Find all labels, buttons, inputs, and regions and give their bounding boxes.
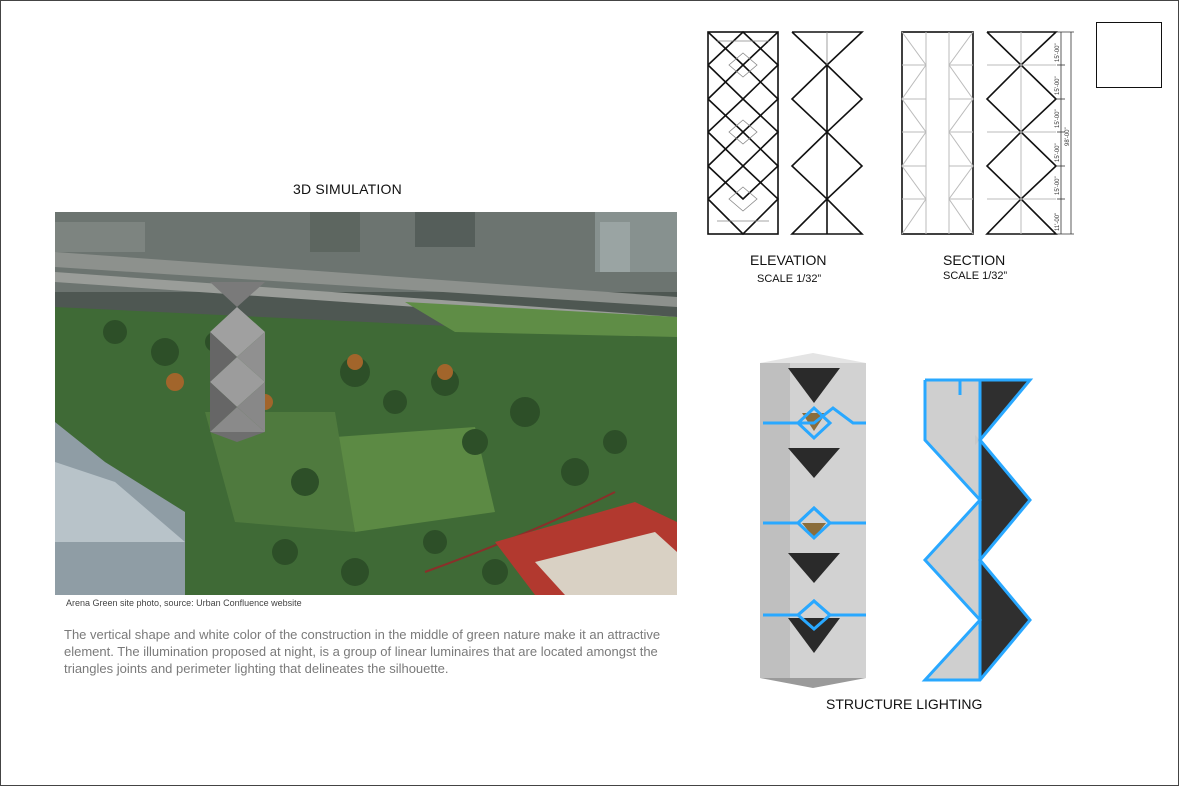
dim-label: 15'-00" bbox=[1055, 176, 1061, 195]
lighting-title: STRUCTURE LIGHTING bbox=[826, 696, 983, 712]
site-photo bbox=[55, 212, 677, 595]
elevation-scale: SCALE 1/32” bbox=[757, 273, 822, 285]
dim-label: 15'-00" bbox=[1055, 109, 1061, 128]
section-drawing bbox=[901, 31, 1076, 236]
title-block-box bbox=[1096, 22, 1162, 88]
simulation-title: 3D SIMULATION bbox=[293, 181, 402, 197]
lit-tower-side bbox=[920, 375, 1040, 690]
elevation-title: ELEVATION bbox=[750, 252, 827, 268]
dim-label: 15'-00" bbox=[1055, 143, 1061, 162]
lit-tower-front bbox=[758, 353, 878, 688]
dim-label: 15'-00" bbox=[1055, 76, 1061, 95]
elevation-drawing bbox=[707, 31, 867, 236]
dim-label: 11'-00" bbox=[1055, 212, 1061, 231]
section-scale: SCALE 1/32” bbox=[943, 270, 1008, 282]
description-text: The vertical shape and white color of the construction in the middle of green nature make it an attractive element. The illumination proposed at night, is a group of linear luminaires that are located amongst the triangles joints and perimeter lighting that delineates the silhouette. bbox=[64, 627, 661, 676]
dim-label: 15'-00" bbox=[1055, 43, 1061, 62]
section-title: SECTION bbox=[943, 252, 1006, 268]
photo-caption: Arena Green site photo, source: Urban Confluence website bbox=[66, 598, 302, 608]
dim-total: 98'-00" bbox=[1065, 127, 1071, 146]
